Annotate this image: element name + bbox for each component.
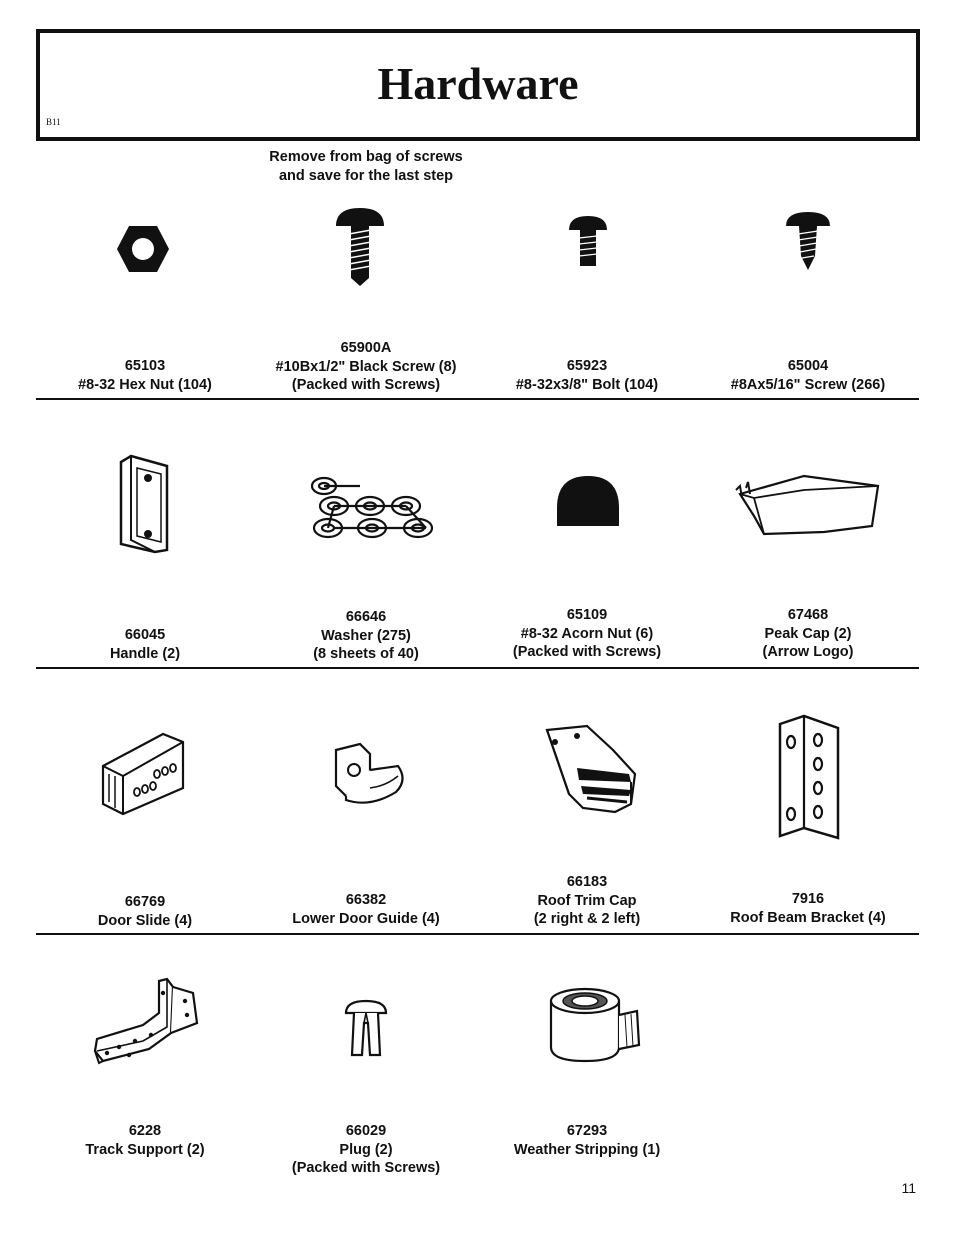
page-number: 11 [901,1180,916,1196]
section-code: B11 [46,117,61,127]
plug-icon [344,999,388,1057]
acorn-nut-icon [555,474,621,530]
bolt-icon [567,214,609,268]
page-title: Hardware [377,58,579,109]
peak-cap-icon [734,472,880,538]
roof-trim-cap-icon [543,724,639,818]
row-divider [36,667,919,669]
door-slide-icon [99,726,189,816]
track-support-icon [89,977,201,1069]
title-box [36,29,920,141]
washer-sheet-icon [308,470,440,542]
roof-beam-bracket-icon [776,714,840,840]
handle-icon [115,452,173,554]
hex-nut-icon [115,224,171,274]
save-note: Remove from bag of screws and save for the last step [269,149,463,184]
row-divider [36,933,919,935]
lower-door-guide-icon [330,740,410,810]
black-screw-icon [332,206,388,286]
weather-stripping-icon [547,985,643,1065]
row-divider [36,398,919,400]
screw-icon [784,210,832,272]
